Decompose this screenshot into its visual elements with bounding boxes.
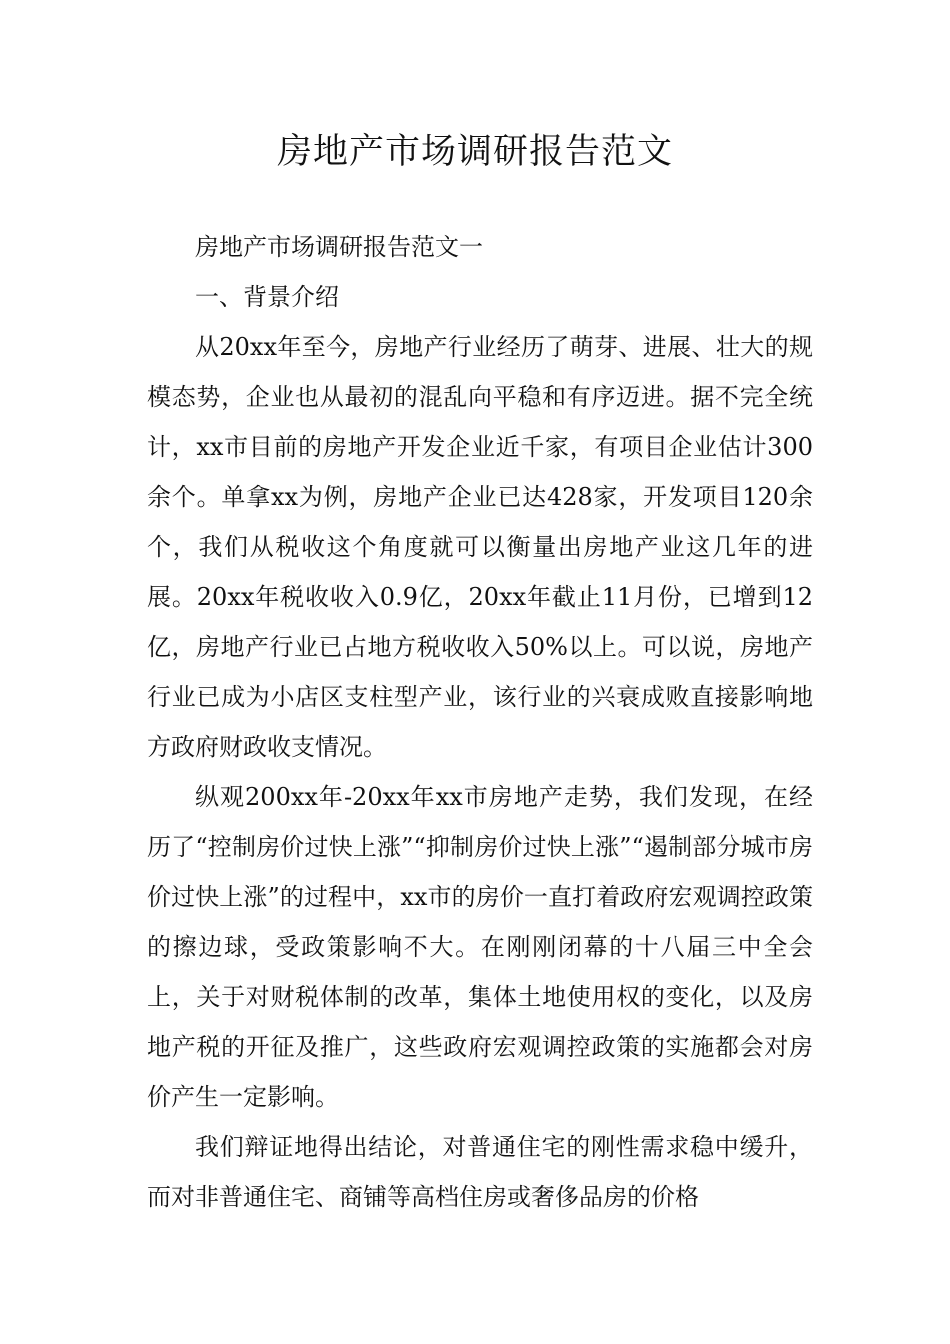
- section-heading: 一、背景介绍: [195, 283, 339, 311]
- body-paragraph: 我们辩证地得出结论，对普通住宅的刚性需求稳中缓升，而对非普通住宅、商铺等高档住房或奢侈品房的价格: [147, 1133, 813, 1211]
- subtitle-paragraph: 房地产市场调研报告范文一: [195, 233, 483, 261]
- document-title: 房地产市场调研报告范文: [276, 132, 673, 172]
- body-paragraph: 纵观200xx年-20xx年xx市房地产走势，我们发现，在经历了“控制房价过快上涨”“抑制房价过快上涨”“遏制部分城市房价过快上涨”的过程中，xx市的房价一直打着政府宏观调控政策的擦边球，受政策影响不大。在刚刚闭幕的十八届三中全会上，关于对财税体制的改革，集体土地使用权的变化，以及房地产税的开征及推广，这些政府宏观调控政策的实施都会对房价产生一定影响。: [147, 783, 813, 1111]
- document-body: [147, 222, 813, 1222]
- body-paragraph: 从20xx年至今，房地产行业经历了萌芽、进展、壮大的规模态势，企业也从最初的混乱向平稳和有序迈进。据不完全统计，xx市目前的房地产开发企业近千家，有项目企业估计300余个。单拿xx为例，房地产企业已达428家，开发项目120余个，我们从税收这个角度就可以衡量出房地产业这几年的进展。20xx年税收收入0.9亿，20xx年截止11月份，已增到12亿，房地产行业已占地方税收收入50%以上。可以说，房地产行业已成为小店区支柱型产业，该行业的兴衰成败直接影响地方政府财政收支情况。: [147, 333, 813, 761]
